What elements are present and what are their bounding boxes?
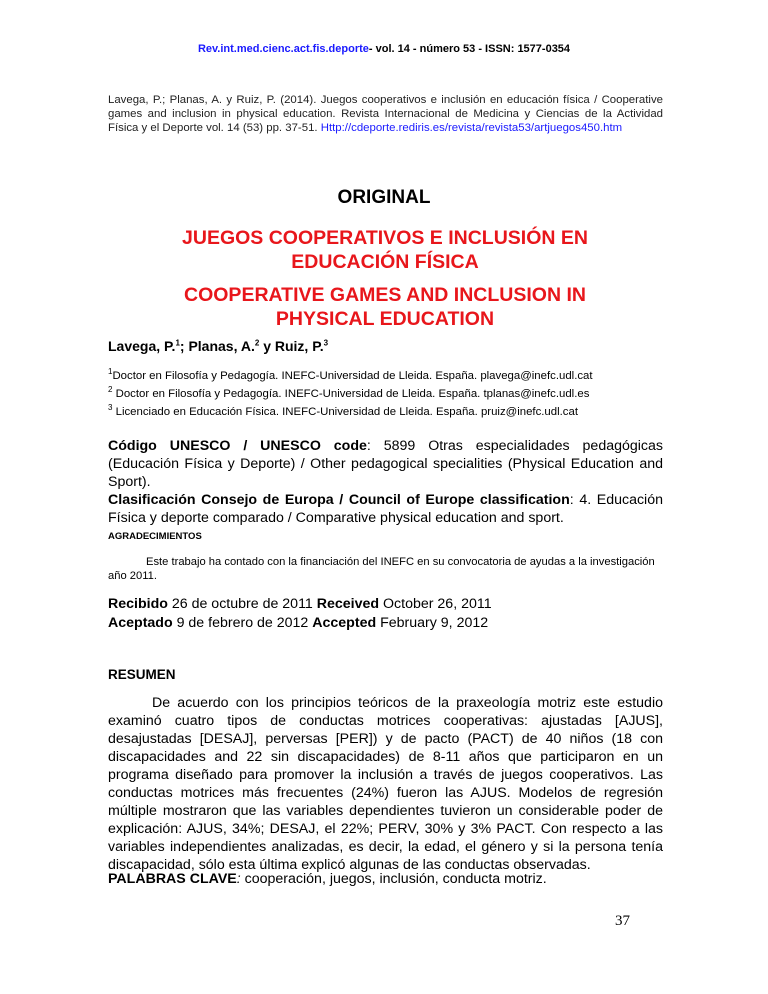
citation-url[interactable]: Http://cdeporte.rediris.es/revista/revista53/artjuegos450.htm [320,122,623,134]
keywords [108,871,547,887]
title-english: COOPERATIVE GAMES AND INCLUSION IN PHYSICAL EDUCATION [184,284,586,330]
aff-text: Doctor en Filosofía y Pedagogía. INEFC-Universidad de Lleida. España. plavega@inefc.udl.cat [112,369,593,382]
value: 26 de octubre de 2011 [167,596,317,612]
dates [108,595,492,633]
author-sup: 3 [323,338,329,348]
aff-sup: 2 [108,384,113,394]
section-label: ORIGINAL [337,187,431,208]
author-sup: 1 [175,338,180,348]
keywords-label: PALABRAS CLAVE [108,871,237,887]
title-spanish: JUEGOS COOPERATIVOS E INCLUSIÓN EN EDUCACIÓN FÍSICA [182,227,588,273]
unesco-code [108,437,663,491]
unesco-text: : 5899 Otras especialidades pedagógicas (Educación Física y Deporte) / Other pedagogical specialities (Physical Education and Sport). [108,438,664,490]
affiliation [108,365,668,383]
author-sup: 2 [254,338,260,348]
author: ; Planas, A. [179,338,255,354]
authors [108,338,328,354]
label: Aceptado [108,615,173,631]
value: October 26, 2011 [379,596,492,612]
ack-text: Este trabajo ha contado con la financiación del INEFC en su convocatoria de ayudas a la investigación año 2011. [108,556,655,582]
journal-link[interactable]: Rev.int.med.cienc.act.fis.deporte [197,43,369,55]
label: Received [316,596,380,612]
affiliation [108,383,668,401]
label: Recibido [108,596,168,612]
keywords-text: cooperación, juegos, inclusión, conducta motriz. [240,871,547,887]
page-number: 37 [615,913,630,929]
author: y Ruiz, P. [259,338,324,354]
classification-codes [108,437,663,527]
value: February 9, 2012 [376,615,489,631]
resumen-heading: RESUMEN [108,667,176,682]
label: Accepted [312,615,377,631]
colon: : [236,871,241,887]
aff-text: Licenciado en Educación Física. INEFC-Universidad de Lleida. España. pruiz@inefc.udl.cat [112,405,578,418]
header-issue: - vol. 14 - número 53 - ISSN: 1577-0354 [368,43,571,55]
value: 9 de febrero de 2012 [172,615,313,631]
running-header [0,43,768,55]
coe-code [108,491,663,527]
citation-text: Lavega, P.; Planas, A. y Ruiz, P. (2014). Juegos cooperativos e inclusión en educación física / Cooperative games and inclusion in physical education. Revista Internacional de Medicina y Ciencias de la Actividad Física y el Deporte vol. 14 (53) pp. 37-51. [108,94,663,134]
ack-heading: AGRADECIMIENTOS [108,531,202,542]
author: Lavega, P. [108,338,176,354]
affiliations [108,365,668,418]
aff-sup: 1 [108,367,113,376]
citation [108,93,663,135]
unesco-label: Código UNESCO / UNESCO code [108,438,367,454]
aff-sup: 3 [108,402,113,412]
coe-text: : 4. Educación Física y deporte comparado / Comparative physical education and sport. [108,492,663,526]
aff-text: Doctor en Filosofía y Pedagogía. INEFC-Universidad de Lleida. España. tplanas@inefc.udl.es [112,387,590,400]
resumen-text: De acuerdo con los principios teóricos de la praxeología motriz este estudio examinó cuatro tipos de conductas motrices cooperativas: ajustadas [AJUS], desajustadas [DESAJ], perversas [PER]) y de pacto (PACT) de 40 niños (18 con discapacidades and 22 sin discapacidades) de 8-11 años que participaron en un programa diseñado para promover la inclusión a través de juegos cooperativos. Las conductas motrices más frecuentes (24%) fueron las AJUS. Modelos de regresión múltiple mostraron que las variables dependientes tuvieron un considerable poder de explicación: AJUS, 34%; DESAJ, el 22%; PERV, 30% y 3% PACT. Con respecto a las variables independientes analizadas, es decir, la edad, el género y si la persona tenía discapacidad, sólo esta última explicó algunas de las conductas observadas. [108,695,663,873]
coe-label: Clasificación Consejo de Europa / Council of Europe classification [108,492,570,508]
accepted-line [108,614,492,633]
received-line [108,595,492,614]
affiliation [108,401,668,419]
